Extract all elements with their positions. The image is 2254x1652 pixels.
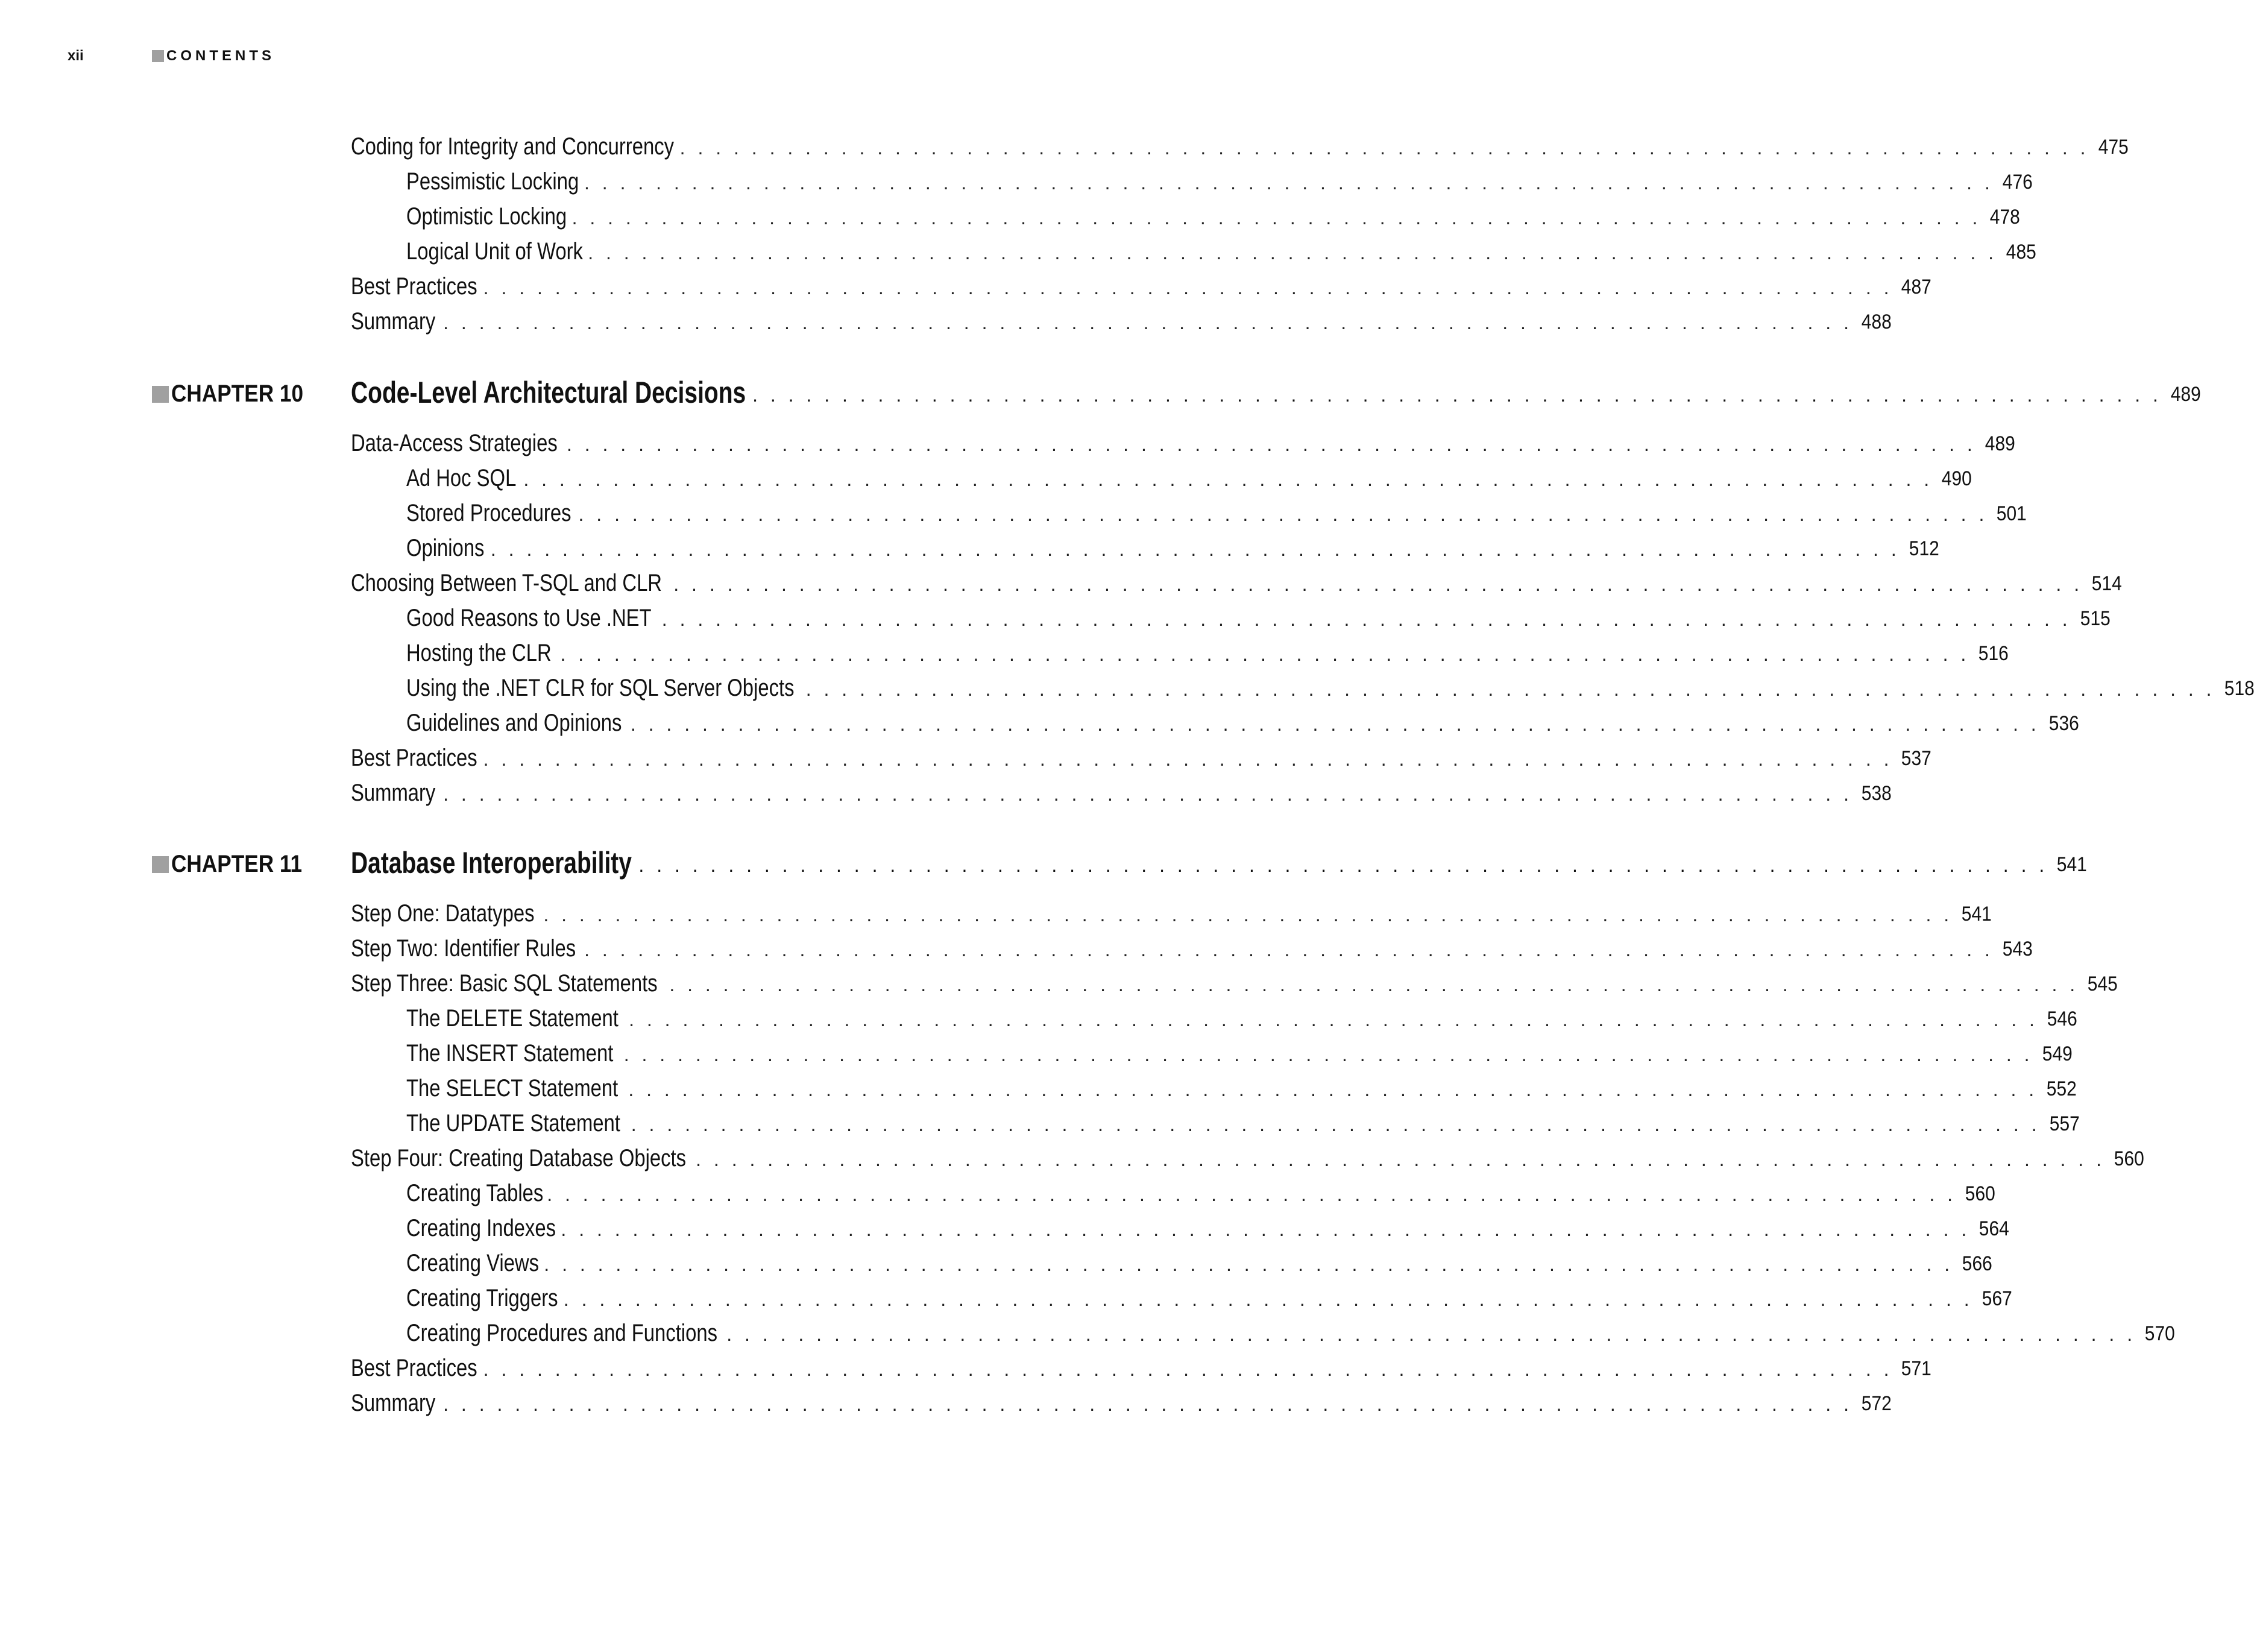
toc-entry-title: Coding for Integrity and Concurrency: [351, 133, 675, 160]
toc-entry-title: Creating Tables: [406, 1180, 544, 1206]
toc-entry[interactable]: [406, 1065, 2077, 1102]
toc-entry-page: 549: [2042, 1042, 2073, 1065]
toc-entry-page: 552: [2046, 1077, 2077, 1100]
toc-entry[interactable]: [351, 298, 1892, 335]
dot-leader: . . . . . . . . . . . . . . . . . . . . . . . . . . . . . . . . . . . . . . . . . . . . . . . . . . . . . . . . . . . . . . . . . . . . . . . . . . . . . . .: [443, 783, 1853, 805]
toc-entry-page: 566: [1962, 1252, 1992, 1275]
dot-leader: . . . . . . . . . . . . . . . . . . . . . . . . . . . . . . . . . . . . . . . . . . . . . . . . . . . . . . . . . . . . . . . . . . . . . . . . . . . . . . .: [630, 713, 2040, 735]
toc-entry[interactable]: [406, 490, 2027, 526]
toc-entry-page: 501: [1997, 502, 2027, 525]
toc-entry[interactable]: [406, 1030, 2073, 1067]
dot-leader: . . . . . . . . . . . . . . . . . . . . . . . . . . . . . . . . . . . . . . . . . . . . . . . . . . . . . . . . . . . . . . . . . . . . . . . . . . . . . . .: [543, 904, 1953, 925]
toc-entry[interactable]: [351, 891, 1992, 927]
toc-entry[interactable]: [406, 1310, 2175, 1346]
toc-entry[interactable]: [351, 420, 2015, 456]
toc-entry[interactable]: [406, 455, 1972, 491]
square-bullet-icon: [152, 856, 169, 873]
dot-leader: . . . . . . . . . . . . . . . . . . . . . . . . . . . . . . . . . . . . . . . . . . . . . . . . . . . . . . . . . . . . . . . . . . . . . . . . . . . . . . .: [563, 1288, 1973, 1310]
toc-entry-title: Opinions: [406, 535, 485, 561]
toc-entry-page: 515: [2080, 607, 2111, 630]
toc-entry-title: Hosting the CLR: [406, 640, 552, 666]
toc-entry-page: 537: [1901, 747, 1932, 770]
toc-entry-title: Data-Access Strategies: [351, 430, 558, 456]
toc-entry[interactable]: [351, 560, 2122, 596]
toc-entry-title: Best Practices: [351, 745, 477, 771]
page-folio: xii: [68, 48, 84, 64]
dot-leader: . . . . . . . . . . . . . . . . . . . . . . . . . . . . . . . . . . . . . . . . . . . . . . . . . . . . . . . . . . . . . . . . . . . . . . . . . . . . . . .: [726, 1323, 2136, 1345]
dot-leader: . . . . . . . . . . . . . . . . . . . . . . . . . . . . . . . . . . . . . . . . . . . . . . . . . . . . . . . . . . . . . . . . . . . . . . . . . . . . . . .: [561, 1219, 1971, 1240]
square-bullet-icon: [152, 50, 164, 62]
toc-entry[interactable]: [351, 960, 2118, 997]
dot-leader: . . . . . . . . . . . . . . . . . . . . . . . . . . . . . . . . . . . . . . . . . . . . . . . . . . . . . . . . . . . . . . . . . . . . . . . . . . . . . . .: [584, 939, 1994, 960]
toc-entry[interactable]: [351, 263, 1932, 300]
toc-entry[interactable]: [406, 1240, 1992, 1276]
toc-entry-page: 488: [1861, 311, 1892, 333]
toc-entry-title: Ad Hoc SQL: [406, 465, 517, 491]
toc-entry-title: Creating Procedures and Functions: [406, 1320, 717, 1346]
square-bullet-icon: [152, 386, 169, 403]
dot-leader: . . . . . . . . . . . . . . . . . . . . . . . . . . . . . . . . . . . . . . . . . . . . . . . . . . . . . . . . . . . . . . . . . . . . . . . . . . . . . . .: [571, 207, 1982, 229]
toc-entry[interactable]: [351, 735, 1932, 771]
toc-entry[interactable]: [406, 595, 2111, 631]
toc-entry-page: 571: [1901, 1357, 1932, 1380]
toc-entry-title: Summary: [351, 780, 436, 806]
dot-leader: . . . . . . . . . . . . . . . . . . . . . . . . . . . . . . . . . . . . . . . . . . . . . . . . . . . . . . . . . . . . . . . . . . . . . . . . . . . . . . .: [483, 1358, 1893, 1380]
toc-entry-page: 538: [1861, 782, 1892, 805]
toc-entry-page: 487: [1901, 276, 1932, 298]
dot-leader: . . . . . . . . . . . . . . . . . . . . . . . . . . . . . . . . . . . . . . . . . . . . . . . . . . . . . . . . . . . . . . . . . . . . . . . . . . . . . . .: [578, 503, 1988, 525]
toc-entry-title: Stored Procedures: [406, 500, 571, 526]
toc-entry-page: 512: [1909, 537, 1939, 560]
chapter-label: [152, 851, 351, 880]
toc-entry[interactable]: [406, 1275, 2012, 1311]
chapter-page: 541: [2057, 853, 2087, 876]
chapter-heading-11[interactable]: [152, 838, 2087, 880]
toc-entry-page: 490: [1941, 467, 1972, 490]
toc-entry-page: 543: [2002, 938, 2033, 960]
toc-entry[interactable]: [351, 124, 2129, 160]
dot-leader: . . . . . . . . . . . . . . . . . . . . . . . . . . . . . . . . . . . . . . . . . . . . . . . . . . . . . . . . . . . . . . . . . . . . . . . . . . . . . . .: [623, 1044, 2033, 1065]
toc-entry-page: 536: [2048, 712, 2079, 735]
toc-entry-page: 516: [1979, 642, 2009, 665]
toc-entry-title: Summary: [351, 308, 436, 335]
toc-entry-page: 557: [2049, 1112, 2080, 1135]
section-label-text: CONTENTS: [166, 48, 275, 64]
toc-entry[interactable]: [351, 1345, 1932, 1381]
dot-leader: . . . . . . . . . . . . . . . . . . . . . . . . . . . . . . . . . . . . . . . . . . . . . . . . . . . . . . . . . . . . . . . . . . . . . . . . . . . . . . .: [547, 1184, 1957, 1205]
toc-entry-page: 476: [2002, 171, 2033, 194]
toc-entry-title: Logical Unit of Work: [406, 238, 583, 265]
dot-leader: . . . . . . . . . . . . . . . . . . . . . . . . . . . . . . . . . . . . . . . . . . . . . . . . . . . . . . . . . . . . . . . . . . . . . . . . . . . . . . .: [566, 433, 1976, 455]
toc-entry[interactable]: [406, 995, 2077, 1032]
toc-entry[interactable]: [406, 1100, 2080, 1137]
chapter-heading-10[interactable]: [152, 368, 2201, 410]
toc-entry-title: Step Three: Basic SQL Statements: [351, 970, 658, 997]
toc-entry-page: 546: [2047, 1007, 2077, 1030]
toc-entry-title: Guidelines and Opinions: [406, 710, 622, 736]
toc-entry-page: 541: [1961, 903, 1992, 925]
toc-entry[interactable]: [406, 1205, 2009, 1241]
dot-leader: . . . . . . . . . . . . . . . . . . . . . . . . . . . . . . . . . . . . . . . . . . . . . . . . . . . . . . . . . . . . . . . . . . . . . . . . . . . . . . .: [673, 573, 2083, 595]
toc-entry-title: The INSERT Statement: [406, 1040, 614, 1067]
toc-entry[interactable]: [351, 925, 2033, 962]
dot-leader: . . . . . . . . . . . . . . . . . . . . . . . . . . . . . . . . . . . . . . . . . . . . . . . . . . . . . . . . . . . . . . . . . . . . . . . . . . . . . . .: [443, 312, 1853, 333]
toc-entry[interactable]: [406, 194, 2021, 230]
toc-entry-title: Choosing Between T-SQL and CLR: [351, 570, 662, 596]
toc-entry-page: 485: [2006, 241, 2036, 263]
chapter-label-text: CHAPTER 11: [171, 851, 303, 877]
toc-entry[interactable]: [406, 159, 2033, 195]
toc-entry-title: Best Practices: [351, 1355, 477, 1381]
chapter-title: Code-Level Architectural Decisions: [351, 376, 746, 409]
toc-entry-title: Creating Indexes: [406, 1215, 556, 1241]
toc-entry-page: 560: [2114, 1147, 2144, 1170]
toc-entry-page: 572: [1861, 1392, 1892, 1415]
toc-entry-title: The UPDATE Statement: [406, 1110, 620, 1137]
toc-entry-title: Creating Views: [406, 1250, 539, 1276]
dot-leader: . . . . . . . . . . . . . . . . . . . . . . . . . . . . . . . . . . . . . . . . . . . . . . . . . . . . . . . . . . . . . . . . . . . . . . . . . . . . . . .: [588, 242, 1998, 263]
dot-leader: . . . . . . . . . . . . . . . . . . . . . . . . . . . . . . . . . . . . . . . . . . . . . . . . . . . . . . . . . . . . . . . . . . . . . . . . . . . . . . .: [483, 277, 1893, 298]
dot-leader: . . . . . . . . . . . . . . . . . . . . . . . . . . . . . . . . . . . . . . . . . . . . . . . . . . . . . . . . . . . . . . . . . . . . . . . . . . . . . . .: [696, 1149, 2105, 1170]
toc-entry-page: 564: [1979, 1217, 2009, 1240]
toc-entry-page: 567: [1982, 1287, 2012, 1310]
toc-entry-title: The DELETE Statement: [406, 1005, 619, 1032]
toc-entry[interactable]: [406, 1170, 1995, 1206]
toc-entry-title: Best Practices: [351, 273, 477, 300]
section-label: [152, 48, 275, 65]
toc-entry-page: 489: [1985, 432, 2015, 455]
toc-entry[interactable]: [351, 770, 1892, 806]
toc-entry-page: 570: [2144, 1322, 2175, 1345]
toc-entry-title: Pessimistic Locking: [406, 168, 579, 195]
toc-entry[interactable]: [351, 1135, 2144, 1171]
toc-entry[interactable]: [406, 700, 2079, 736]
dot-leader: . . . . . . . . . . . . . . . . . . . . . . . . . . . . . . . . . . . . . . . . . . . . . . . . . . . . . . . . . . . . . . . . . . . . . . . . . . . . . . .: [544, 1253, 1954, 1275]
dot-leader: . . . . . . . . . . . . . . . . . . . . . . . . . . . . . . . . . . . . . . . . . . . . . . . . . . . . . . . . . . . . . . . . . . . . . . . . . . . . . . .: [805, 678, 2215, 700]
toc-entry[interactable]: [406, 630, 2009, 666]
chapter-label-text: CHAPTER 10: [171, 380, 304, 407]
toc-entry-page: 560: [1965, 1182, 1995, 1205]
running-head: [68, 47, 275, 65]
toc-entry-title: Good Reasons to Use .NET: [406, 605, 652, 631]
dot-leader: . . . . . . . . . . . . . . . . . . . . . . . . . . . . . . . . . . . . . . . . . . . . . . . . . . . . . . . . . . . . . . . . . . . . . . . . . . . . . . .: [752, 384, 2162, 406]
chapter-label: [152, 380, 351, 410]
toc-entry[interactable]: [406, 665, 2254, 701]
toc-entry-title: Creating Triggers: [406, 1285, 558, 1311]
toc-entry-page: 514: [2091, 572, 2122, 595]
chapter-page: 489: [2170, 383, 2201, 406]
toc-entry-title: Optimistic Locking: [406, 203, 567, 230]
toc-entry-title: Step Two: Identifier Rules: [351, 935, 576, 962]
dot-leader: . . . . . . . . . . . . . . . . . . . . . . . . . . . . . . . . . . . . . . . . . . . . . . . . . . . . . . . . . . . . . . . . . . . . . . . . . . . . . . .: [523, 468, 1933, 490]
chapter-title: Database Interoperability: [351, 846, 632, 880]
dot-leader: . . . . . . . . . . . . . . . . . . . . . . . . . . . . . . . . . . . . . . . . . . . . . . . . . . . . . . . . . . . . . . . . . . . . . . . . . . . . . . .: [631, 1114, 2041, 1135]
dot-leader: . . . . . . . . . . . . . . . . . . . . . . . . . . . . . . . . . . . . . . . . . . . . . . . . . . . . . . . . . . . . . . . . . . . . . . . . . . . . . . .: [661, 608, 2071, 630]
toc-entry[interactable]: [351, 1380, 1892, 1416]
toc-entry[interactable]: [406, 229, 2036, 265]
dot-leader: . . . . . . . . . . . . . . . . . . . . . . . . . . . . . . . . . . . . . . . . . . . . . . . . . . . . . . . . . . . . . . . . . . . . . . . . . . . . . . .: [560, 643, 1970, 665]
dot-leader: . . . . . . . . . . . . . . . . . . . . . . . . . . . . . . . . . . . . . . . . . . . . . . . . . . . . . . . . . . . . . . . . . . . . . . . . . . . . . . .: [443, 1393, 1853, 1415]
toc-entry-page: 478: [1990, 206, 2021, 229]
dot-leader: . . . . . . . . . . . . . . . . . . . . . . . . . . . . . . . . . . . . . . . . . . . . . . . . . . . . . . . . . . . . . . . . . . . . . . . . . . . . . . .: [483, 748, 1893, 770]
dot-leader: . . . . . . . . . . . . . . . . . . . . . . . . . . . . . . . . . . . . . . . . . . . . . . . . . . . . . . . . . . . . . . . . . . . . . . . . . . . . . . .: [679, 137, 2089, 159]
toc-entry-page: 475: [2098, 136, 2129, 159]
toc-entry-title: Step Four: Creating Database Objects: [351, 1145, 687, 1171]
dot-leader: . . . . . . . . . . . . . . . . . . . . . . . . . . . . . . . . . . . . . . . . . . . . . . . . . . . . . . . . . . . . . . . . . . . . . . . . . . . . . . .: [628, 1079, 2038, 1100]
toc-entry-title: Summary: [351, 1390, 436, 1416]
toc-entry-title: Using the .NET CLR for SQL Server Objects: [406, 675, 795, 701]
dot-leader: . . . . . . . . . . . . . . . . . . . . . . . . . . . . . . . . . . . . . . . . . . . . . . . . . . . . . . . . . . . . . . . . . . . . . . . . . . . . . . .: [669, 974, 2079, 995]
dot-leader: . . . . . . . . . . . . . . . . . . . . . . . . . . . . . . . . . . . . . . . . . . . . . . . . . . . . . . . . . . . . . . . . . . . . . . . . . . . . . . .: [638, 854, 2048, 876]
toc-entry-page: 518: [2224, 677, 2254, 700]
toc-entry-page: 545: [2087, 973, 2118, 995]
toc-entry-title: Step One: Datatypes: [351, 900, 535, 927]
toc-entry-title: The SELECT Statement: [406, 1075, 619, 1102]
dot-leader: . . . . . . . . . . . . . . . . . . . . . . . . . . . . . . . . . . . . . . . . . . . . . . . . . . . . . . . . . . . . . . . . . . . . . . . . . . . . . . .: [490, 538, 1900, 560]
dot-leader: . . . . . . . . . . . . . . . . . . . . . . . . . . . . . . . . . . . . . . . . . . . . . . . . . . . . . . . . . . . . . . . . . . . . . . . . . . . . . . .: [584, 172, 1994, 194]
toc-entry[interactable]: [406, 525, 1939, 561]
dot-leader: . . . . . . . . . . . . . . . . . . . . . . . . . . . . . . . . . . . . . . . . . . . . . . . . . . . . . . . . . . . . . . . . . . . . . . . . . . . . . . .: [629, 1009, 2038, 1030]
